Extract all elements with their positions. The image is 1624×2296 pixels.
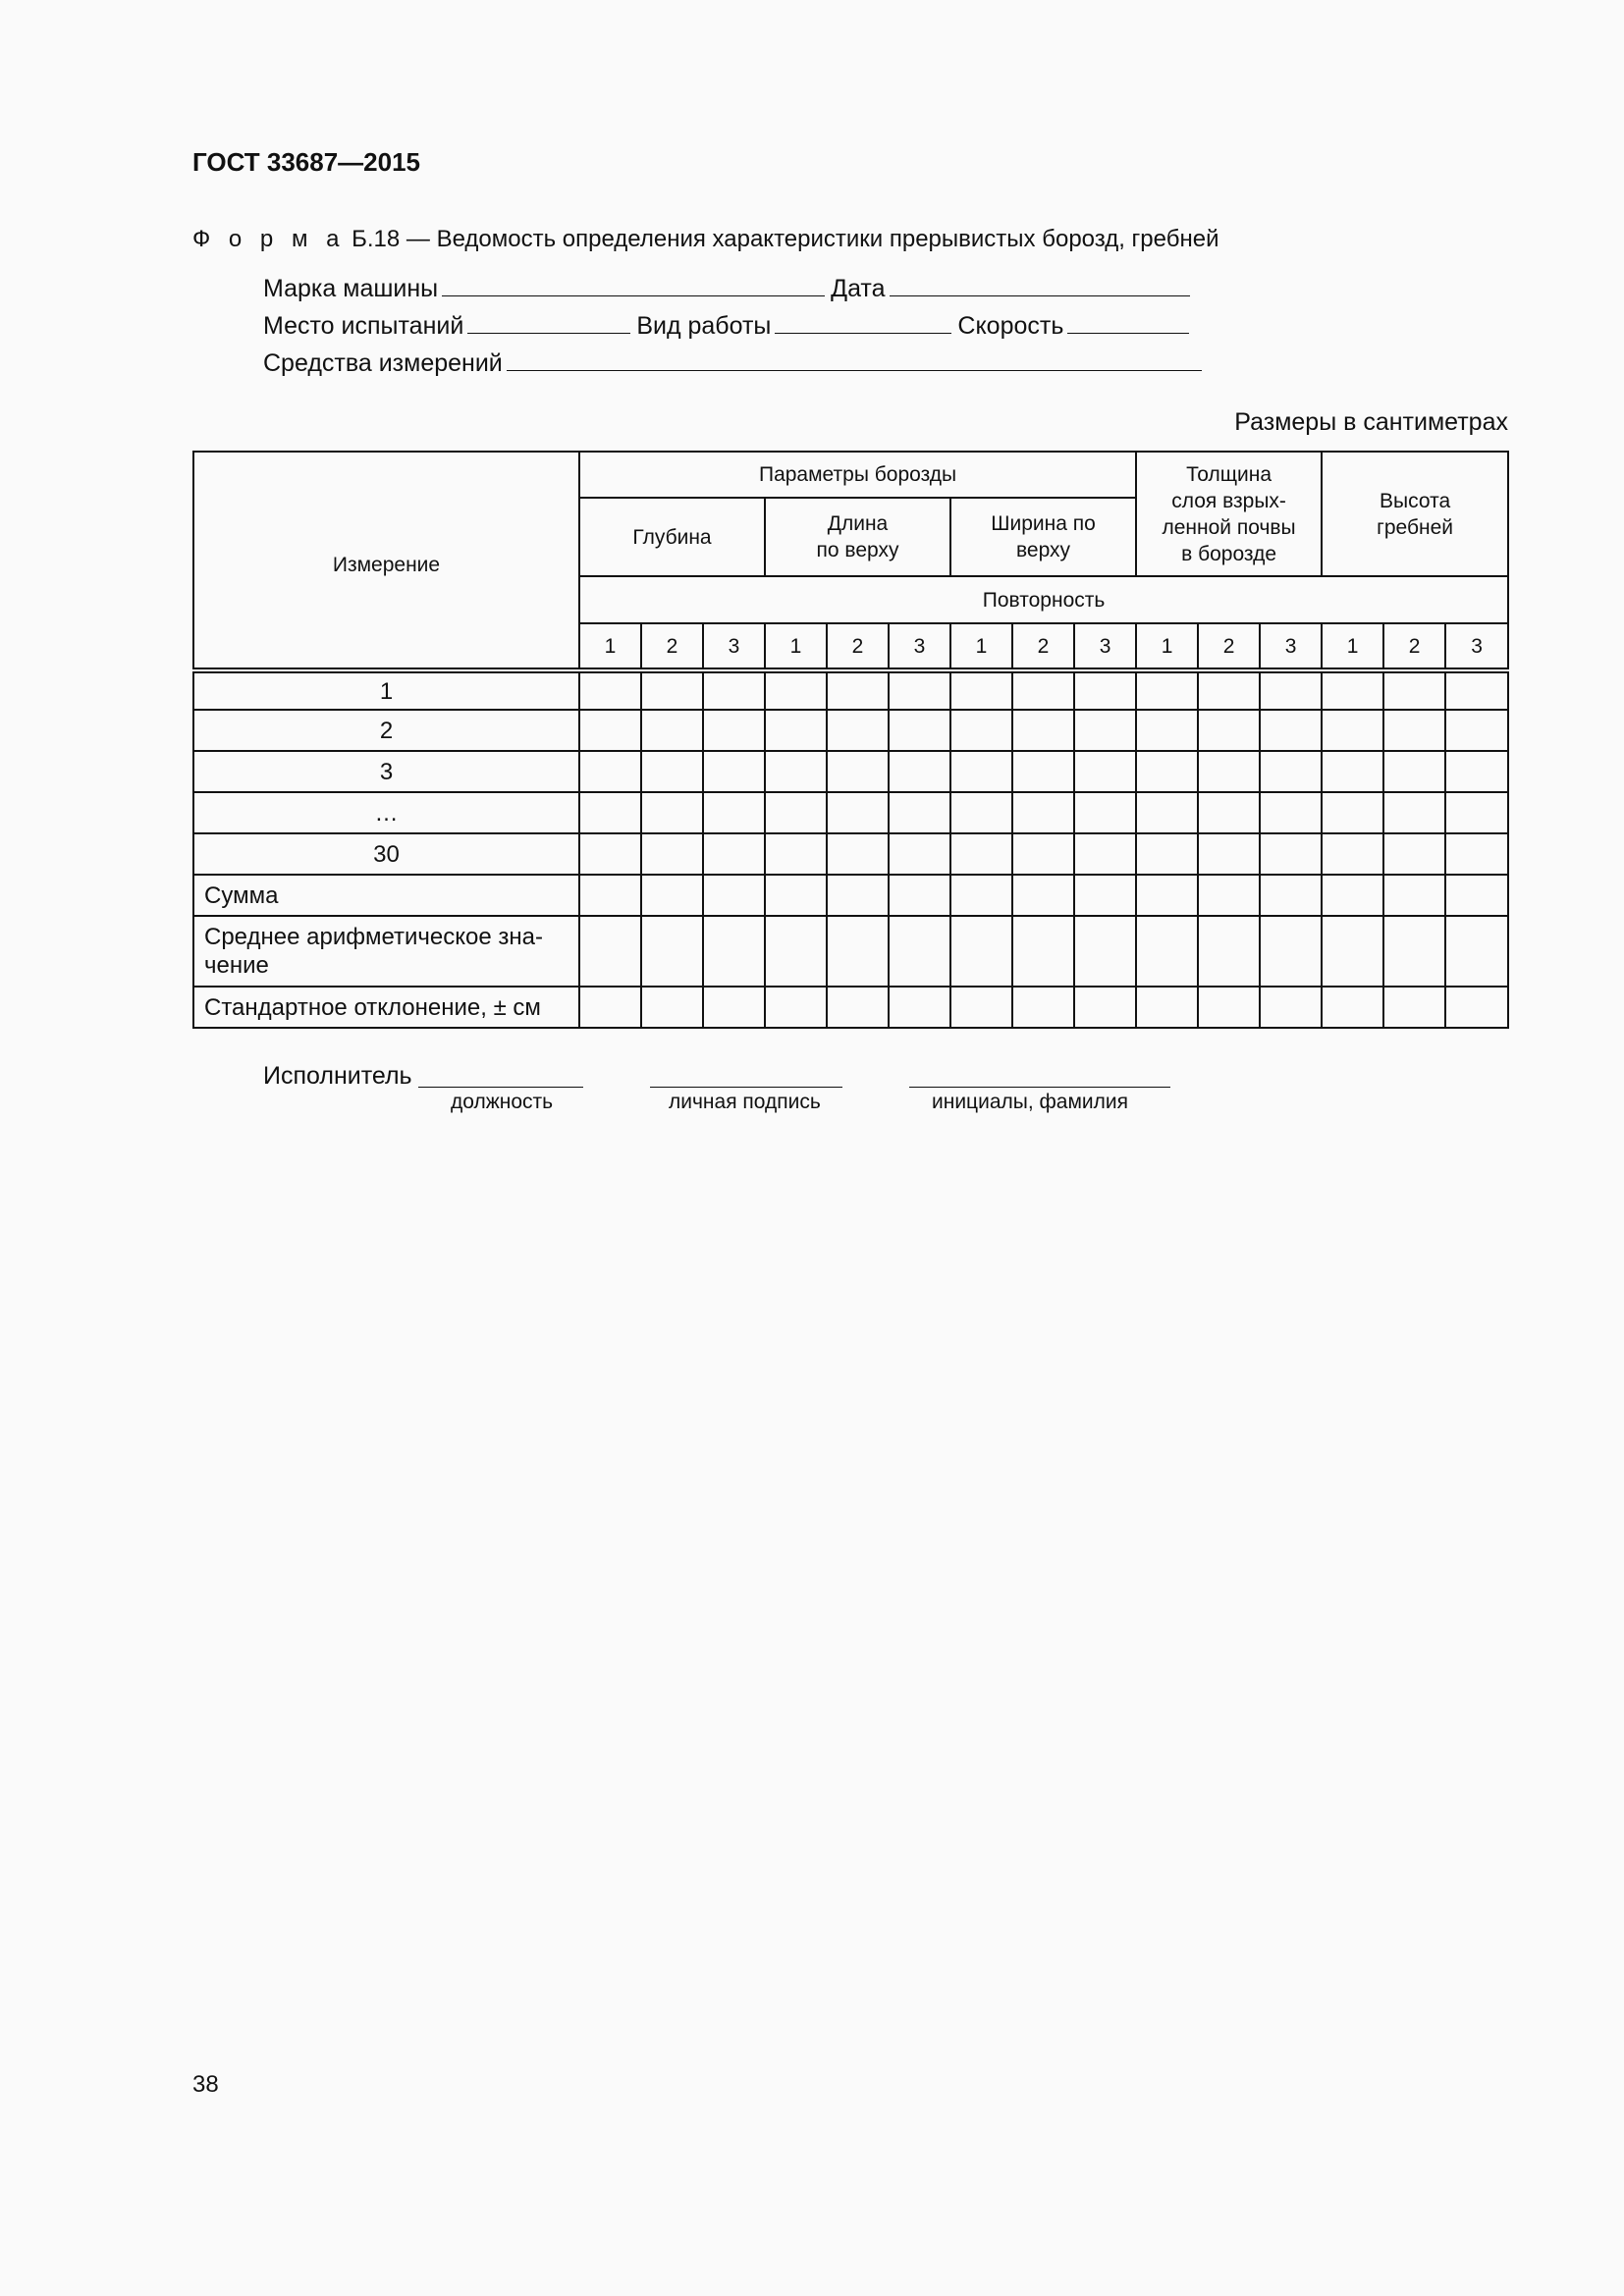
data-cell[interactable]: [1383, 987, 1445, 1028]
data-cell[interactable]: [827, 792, 889, 833]
furrow-params-header: Параметры борозды: [579, 452, 1136, 498]
data-cell[interactable]: [889, 792, 950, 833]
width-top-header: Ширина по верху: [950, 498, 1136, 576]
machine-brand-field[interactable]: [442, 274, 825, 296]
repetition-number: 2: [827, 623, 889, 670]
data-cell[interactable]: [827, 751, 889, 792]
data-cell[interactable]: [1260, 710, 1322, 751]
data-cell[interactable]: [703, 875, 765, 916]
data-cell[interactable]: [1136, 751, 1198, 792]
data-cell[interactable]: [889, 916, 950, 987]
data-cell[interactable]: [1012, 710, 1074, 751]
data-cell[interactable]: [889, 710, 950, 751]
data-cell[interactable]: [827, 875, 889, 916]
data-cell[interactable]: [1260, 670, 1322, 710]
ridge-height-header: Высота гребней: [1322, 452, 1508, 576]
test-site-field[interactable]: [467, 311, 630, 334]
page-number: 38: [192, 2071, 219, 2098]
date-label: Дата: [831, 275, 886, 302]
data-cell[interactable]: [1445, 710, 1508, 751]
data-cell[interactable]: [641, 875, 703, 916]
data-cell[interactable]: [703, 792, 765, 833]
repetition-number: 3: [1260, 623, 1322, 670]
data-cell[interactable]: [889, 875, 950, 916]
data-cell[interactable]: [1198, 670, 1260, 710]
repetition-number: 2: [641, 623, 703, 670]
data-cell[interactable]: [1322, 751, 1383, 792]
data-cell[interactable]: [579, 875, 641, 916]
data-cell[interactable]: [1074, 792, 1136, 833]
data-cell[interactable]: [641, 792, 703, 833]
data-cell[interactable]: [1074, 875, 1136, 916]
document-header: ГОСТ 33687—2015: [192, 147, 420, 177]
measuring-tools-label: Средства измерений: [263, 349, 503, 377]
data-cell[interactable]: [889, 987, 950, 1028]
data-cell[interactable]: [950, 751, 1012, 792]
table-row: [193, 875, 1508, 916]
data-cell[interactable]: [765, 670, 827, 710]
data-cell[interactable]: [1445, 792, 1508, 833]
data-cell[interactable]: [1322, 987, 1383, 1028]
table-row: [193, 916, 1508, 987]
row-label: 1: [193, 670, 579, 710]
data-cell[interactable]: [1074, 751, 1136, 792]
data-cell[interactable]: [1198, 792, 1260, 833]
data-cell[interactable]: [1260, 987, 1322, 1028]
data-cell[interactable]: [1260, 792, 1322, 833]
data-cell[interactable]: [1136, 987, 1198, 1028]
row-label: Сумма: [193, 875, 579, 916]
data-cell[interactable]: [1198, 833, 1260, 875]
signature-line[interactable]: [650, 1087, 842, 1088]
data-cell[interactable]: [1322, 792, 1383, 833]
measuring-tools-field[interactable]: [507, 348, 1202, 371]
data-cell[interactable]: [703, 710, 765, 751]
data-cell[interactable]: [950, 875, 1012, 916]
data-cell[interactable]: [579, 670, 641, 710]
data-cell[interactable]: [641, 710, 703, 751]
table-row: [193, 833, 1508, 875]
data-cell[interactable]: [1012, 916, 1074, 987]
data-cell[interactable]: [703, 916, 765, 987]
row-label: 2: [193, 710, 579, 751]
data-cell[interactable]: [1136, 710, 1198, 751]
repetition-number: 1: [579, 623, 641, 670]
data-cell[interactable]: [641, 916, 703, 987]
data-cell[interactable]: [827, 916, 889, 987]
data-cell[interactable]: [1136, 670, 1198, 710]
data-cell[interactable]: [1383, 710, 1445, 751]
data-cell[interactable]: [827, 670, 889, 710]
data-cell[interactable]: [1445, 916, 1508, 987]
row-label: Среднее арифметическое зна- чение: [193, 916, 579, 987]
table-row: [193, 792, 1508, 833]
data-cell[interactable]: [889, 833, 950, 875]
data-cell[interactable]: [1260, 875, 1322, 916]
repetition-number: 1: [765, 623, 827, 670]
data-cell[interactable]: [579, 987, 641, 1028]
data-cell[interactable]: [1074, 833, 1136, 875]
position-line[interactable]: [418, 1087, 583, 1088]
data-cell[interactable]: [1383, 916, 1445, 987]
data-cell[interactable]: [1260, 916, 1322, 987]
data-cell[interactable]: [765, 916, 827, 987]
data-cell[interactable]: [1074, 916, 1136, 987]
data-cell[interactable]: [1136, 833, 1198, 875]
data-cell[interactable]: [765, 987, 827, 1028]
data-cell[interactable]: [1198, 916, 1260, 987]
data-cell[interactable]: [1074, 710, 1136, 751]
data-cell[interactable]: [1322, 916, 1383, 987]
data-cell[interactable]: [889, 670, 950, 710]
data-cell[interactable]: [1136, 916, 1198, 987]
row-label: 30: [193, 833, 579, 875]
data-cell[interactable]: [950, 710, 1012, 751]
data-cell[interactable]: [1445, 751, 1508, 792]
data-cell[interactable]: [579, 792, 641, 833]
data-cell[interactable]: [765, 875, 827, 916]
data-cell[interactable]: [1136, 875, 1198, 916]
data-cell[interactable]: [1383, 751, 1445, 792]
data-cell[interactable]: [950, 833, 1012, 875]
form-title: [192, 226, 1219, 253]
repetition-number: 1: [950, 623, 1012, 670]
measurement-header: Измерение: [193, 452, 579, 670]
data-cell[interactable]: [765, 710, 827, 751]
data-cell[interactable]: [1136, 792, 1198, 833]
data-cell[interactable]: [889, 751, 950, 792]
depth-header: Глубина: [579, 498, 765, 576]
data-cell[interactable]: [1012, 875, 1074, 916]
repetition-number: 1: [1136, 623, 1198, 670]
length-top-header: Длина по верху: [765, 498, 950, 576]
initials-caption: инициалы, фамилия: [932, 1091, 1128, 1113]
data-cell[interactable]: [1074, 987, 1136, 1028]
data-cell[interactable]: [1198, 751, 1260, 792]
repetition-number: 3: [703, 623, 765, 670]
repetition-number: 2: [1012, 623, 1074, 670]
data-cell[interactable]: [579, 916, 641, 987]
data-cell[interactable]: [1445, 875, 1508, 916]
data-cell[interactable]: [950, 916, 1012, 987]
data-cell[interactable]: [1198, 710, 1260, 751]
speed-label: Скорость: [957, 312, 1064, 340]
executor-label: Исполнитель: [263, 1062, 412, 1090]
data-cell[interactable]: [1322, 670, 1383, 710]
work-type-label: Вид работы: [636, 312, 772, 340]
data-cell[interactable]: [950, 792, 1012, 833]
data-cell[interactable]: [827, 710, 889, 751]
data-cell[interactable]: [579, 751, 641, 792]
table-row: [193, 751, 1508, 792]
data-cell[interactable]: [703, 670, 765, 710]
data-cell[interactable]: [1445, 987, 1508, 1028]
test-site-label: Место испытаний: [263, 312, 464, 340]
repetition-number: 3: [1445, 623, 1508, 670]
row-label: …: [193, 792, 579, 833]
data-cell[interactable]: [1383, 792, 1445, 833]
data-cell[interactable]: [1260, 833, 1322, 875]
form-title-text: Б.18 — Ведомость определения характеристики прерывистых борозд, гребней: [352, 226, 1219, 252]
data-cell[interactable]: [1322, 833, 1383, 875]
data-cell[interactable]: [1074, 670, 1136, 710]
field-row-3: [263, 348, 1208, 378]
data-cell[interactable]: [703, 833, 765, 875]
table-row: [193, 987, 1508, 1028]
data-cell[interactable]: [1383, 833, 1445, 875]
signature-caption: личная подпись: [669, 1091, 821, 1113]
data-cell[interactable]: [1445, 670, 1508, 710]
data-cell[interactable]: [1198, 875, 1260, 916]
repetition-number: 1: [1322, 623, 1383, 670]
data-cell[interactable]: [641, 670, 703, 710]
data-cell[interactable]: [950, 670, 1012, 710]
field-row-1: [263, 274, 1196, 303]
measurement-table: [192, 451, 1509, 1029]
data-cell[interactable]: [579, 710, 641, 751]
repetition-number: 2: [1383, 623, 1445, 670]
row-label: Стандартное отклонение, ± см: [193, 987, 579, 1028]
initials-line[interactable]: [909, 1087, 1170, 1088]
data-cell[interactable]: [1383, 670, 1445, 710]
data-cell[interactable]: [641, 751, 703, 792]
repetition-number: 2: [1198, 623, 1260, 670]
field-row-2: [263, 311, 1195, 341]
data-cell[interactable]: [1012, 833, 1074, 875]
repetition-number: 3: [889, 623, 950, 670]
repetition-header: Повторность: [579, 576, 1508, 623]
data-cell[interactable]: [1383, 875, 1445, 916]
data-cell[interactable]: [579, 833, 641, 875]
speed-field[interactable]: [1067, 311, 1189, 334]
data-cell[interactable]: [827, 833, 889, 875]
position-caption: должность: [451, 1091, 554, 1113]
data-cell[interactable]: [703, 987, 765, 1028]
data-cell[interactable]: [1445, 833, 1508, 875]
machine-brand-label: Марка машины: [263, 275, 439, 302]
data-cell[interactable]: [1198, 987, 1260, 1028]
data-cell[interactable]: [765, 833, 827, 875]
work-type-field[interactable]: [775, 311, 951, 334]
table-row: [193, 710, 1508, 751]
data-cell[interactable]: [703, 751, 765, 792]
data-cell[interactable]: [765, 792, 827, 833]
data-cell[interactable]: [765, 751, 827, 792]
loose-layer-header: Толщина слоя взрых- ленной почвы в борозде: [1136, 452, 1322, 576]
data-cell[interactable]: [1012, 792, 1074, 833]
data-cell[interactable]: [641, 987, 703, 1028]
data-cell[interactable]: [1012, 987, 1074, 1028]
repetition-number: 3: [1074, 623, 1136, 670]
data-cell[interactable]: [1322, 710, 1383, 751]
data-cell[interactable]: [641, 833, 703, 875]
data-cell[interactable]: [1012, 670, 1074, 710]
data-cell[interactable]: [1322, 875, 1383, 916]
units-note: Размеры в сантиметрах: [1234, 408, 1508, 436]
data-cell[interactable]: [827, 987, 889, 1028]
data-cell[interactable]: [1012, 751, 1074, 792]
data-cell[interactable]: [950, 987, 1012, 1028]
row-label: 3: [193, 751, 579, 792]
date-field[interactable]: [890, 274, 1190, 296]
form-label: Ф о р м а: [192, 226, 346, 252]
table-row: [193, 670, 1508, 710]
data-cell[interactable]: [1260, 751, 1322, 792]
